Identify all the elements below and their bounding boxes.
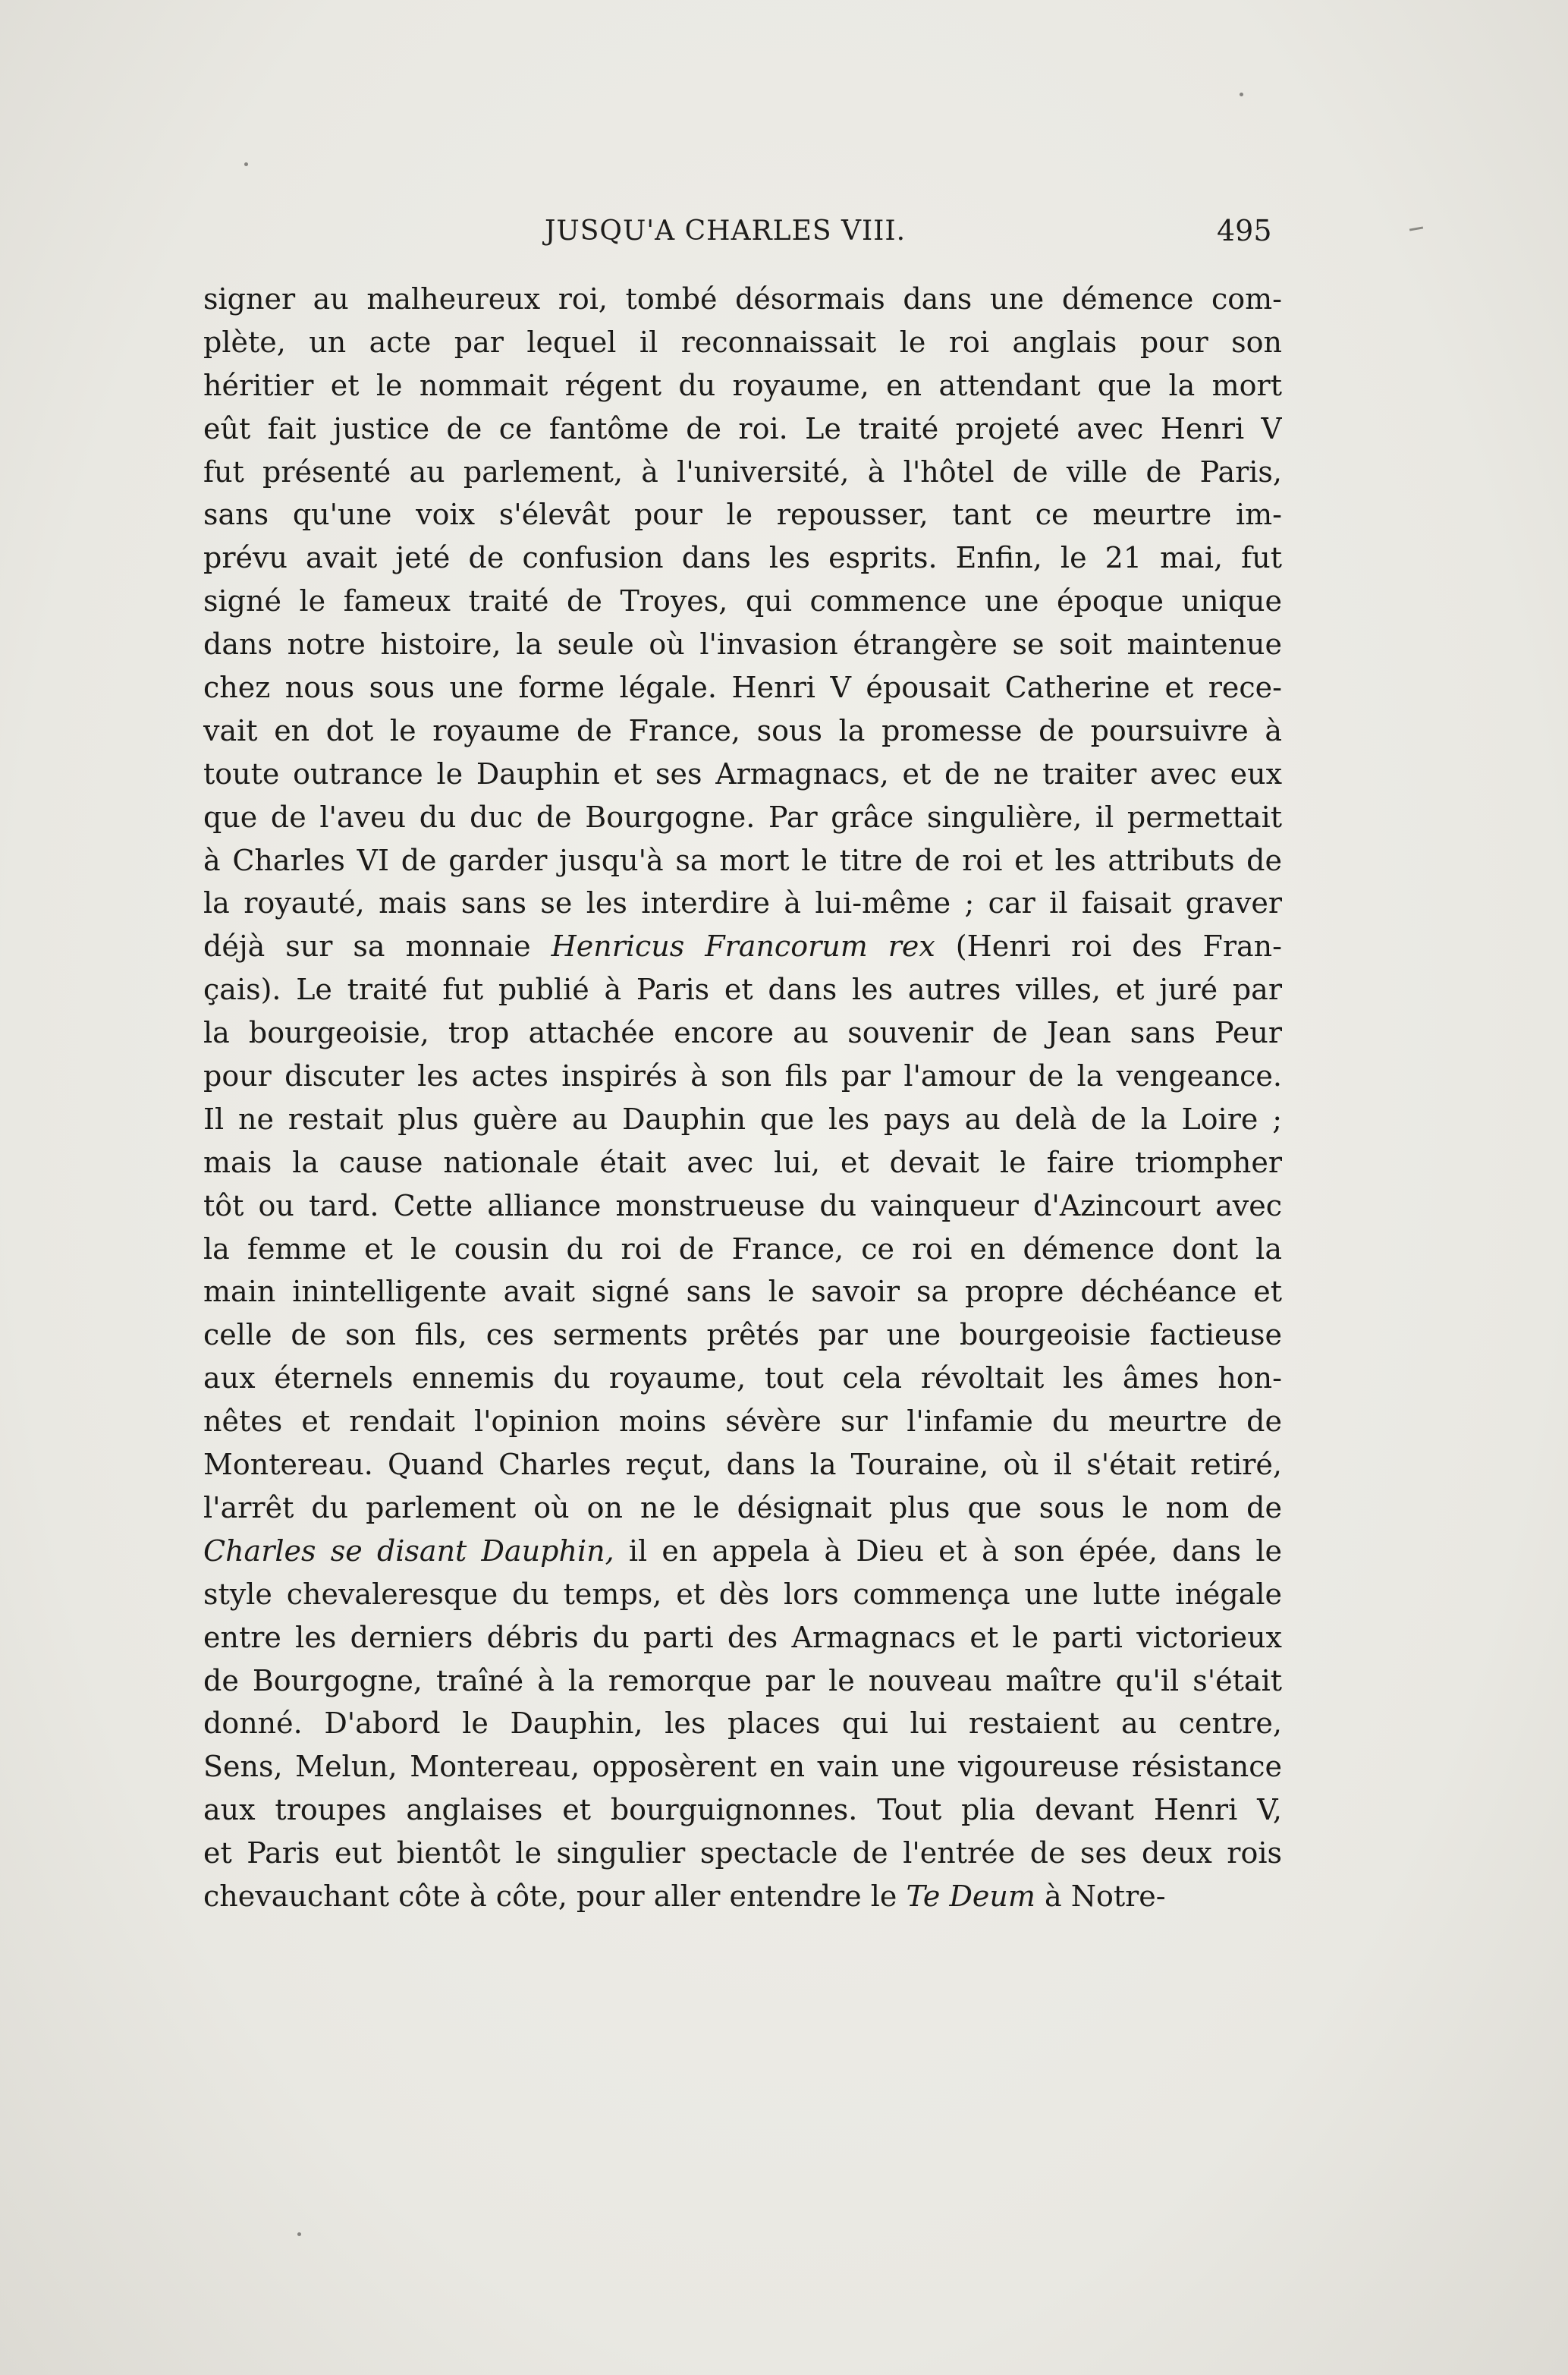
paper-speck <box>297 2232 301 2236</box>
text-run: à Notre- <box>1035 1879 1166 1913</box>
text-line: toute outrance le Dauphin et ses Armagnacs, et de ne traiter avec eux <box>203 757 1282 791</box>
text-line: sans qu'une voix s'élevât pour le repousser, tant ce meurtre im- <box>203 498 1282 532</box>
running-title: JUSQU'A CHARLES VIII. <box>545 215 907 247</box>
text-run: il en appela à Dieu et à son épée, dans le <box>614 1534 1282 1568</box>
text-line: que de l'aveu du duc de Bourgogne. Par grâce singulière, il permettait <box>203 800 1282 834</box>
text-line: fut présenté au parlement, à l'université, à l'hôtel de ville de Paris, <box>203 455 1282 489</box>
body-text <box>203 278 1282 1918</box>
text-line: héritier et le nommait régent du royaume, en attendant que la mort <box>203 368 1282 402</box>
text-line: prévu avait jeté de confusion dans les esprits. Enfin, le 21 mai, fut <box>203 541 1282 575</box>
paper-speck <box>244 162 248 166</box>
text-line: pour discuter les actes inspirés à son fils par l'amour de la vengeance. <box>203 1059 1282 1093</box>
text-line: entre les derniers débris du parti des Armagnacs et le parti victorieux <box>203 1620 1282 1654</box>
text-line: aux éternels ennemis du royaume, tout cela révoltait les âmes hon- <box>203 1361 1282 1395</box>
text-line: la royauté, mais sans se les interdire à lui-même ; car il faisait graver <box>203 886 1282 920</box>
italic-phrase: Charles se disant Dauphin, <box>203 1534 614 1568</box>
text-line: la femme et le cousin du roi de France, ce roi en démence dont la <box>203 1232 1282 1266</box>
text-line: à Charles VI de garder jusqu'à sa mort le titre de roi et les attributs de <box>203 843 1282 877</box>
paper-speck <box>1240 93 1243 96</box>
text-line: Sens, Melun, Montereau, opposèrent en vain une vigoureuse résistance <box>203 1750 1282 1784</box>
text-run: chevauchant côte à côte, pour aller entendre le <box>203 1879 907 1913</box>
text-line: donné. D'abord le Dauphin, les places qui lui restaient au centre, <box>203 1707 1282 1741</box>
text-run: (Henri roi des Fran- <box>935 930 1282 964</box>
text-line: vait en dot le royaume de France, sous la promesse de poursuivre à <box>203 713 1282 747</box>
text-run: déjà sur sa monnaie <box>203 930 551 964</box>
text-line: mais la cause nationale était avec lui, et devait le faire triompher <box>203 1145 1282 1179</box>
text-line-with-italic <box>203 1875 1282 1918</box>
page-number: 495 <box>1217 214 1272 247</box>
text-line: eût fait justice de ce fantôme de roi. Le traité projeté avec Henri V <box>203 411 1282 445</box>
text-line: tôt ou tard. Cette alliance monstrueuse du vainqueur d'Azincourt avec <box>203 1188 1282 1222</box>
italic-phrase: Te Deum <box>906 1879 1035 1913</box>
text-line: plète, un acte par lequel il reconnaissait le roi anglais pour son <box>203 325 1282 359</box>
text-line: Montereau. Quand Charles reçut, dans la Touraine, où il s'était retiré, <box>203 1448 1282 1482</box>
text-line: et Paris eut bientôt le singulier spectacle de l'entrée de ses deux rois <box>203 1836 1282 1870</box>
text-line: aux troupes anglaises et bourguignonnes. Tout plia devant Henri V, <box>203 1793 1282 1827</box>
text-line: style chevaleresque du temps, et dès lors commença une lutte inégale <box>203 1577 1282 1611</box>
text-line: signé le fameux traité de Troyes, qui commence une époque unique <box>203 584 1282 618</box>
text-line: de Bourgogne, traîné à la remorque par le nouveau maître qu'il s'était <box>203 1663 1282 1697</box>
text-line-with-italic <box>203 1530 1282 1573</box>
italic-phrase: Henricus Francorum rex <box>551 930 935 964</box>
text-line: Il ne restait plus guère au Dauphin que les pays au delà de la Loire ; <box>203 1102 1282 1136</box>
text-line: dans notre histoire, la seule où l'invasion étrangère se soit maintenue <box>203 628 1282 662</box>
text-line: la bourgeoisie, trop attachée encore au souvenir de Jean sans Peur <box>203 1016 1282 1050</box>
margin-mark <box>1409 226 1423 231</box>
text-line: çais). Le traité fut publié à Paris et dans les autres villes, et juré par <box>203 973 1282 1007</box>
text-line: main inintelligente avait signé sans le savoir sa propre déchéance et <box>203 1275 1282 1309</box>
text-line: l'arrêt du parlement où on ne le désignait plus que sous le nom de <box>203 1490 1282 1524</box>
text-line: nêtes et rendait l'opinion moins sévère sur l'infamie du meurtre de <box>203 1405 1282 1439</box>
text-line: chez nous sous une forme légale. Henri V épousait Catherine et rece- <box>203 671 1282 705</box>
text-line-with-italic <box>203 925 1282 968</box>
text-line: signer au malheureux roi, tombé désormais dans une démence com- <box>203 282 1282 316</box>
text-line: celle de son fils, ces serments prêtés par une bourgeoisie factieuse <box>203 1318 1282 1352</box>
